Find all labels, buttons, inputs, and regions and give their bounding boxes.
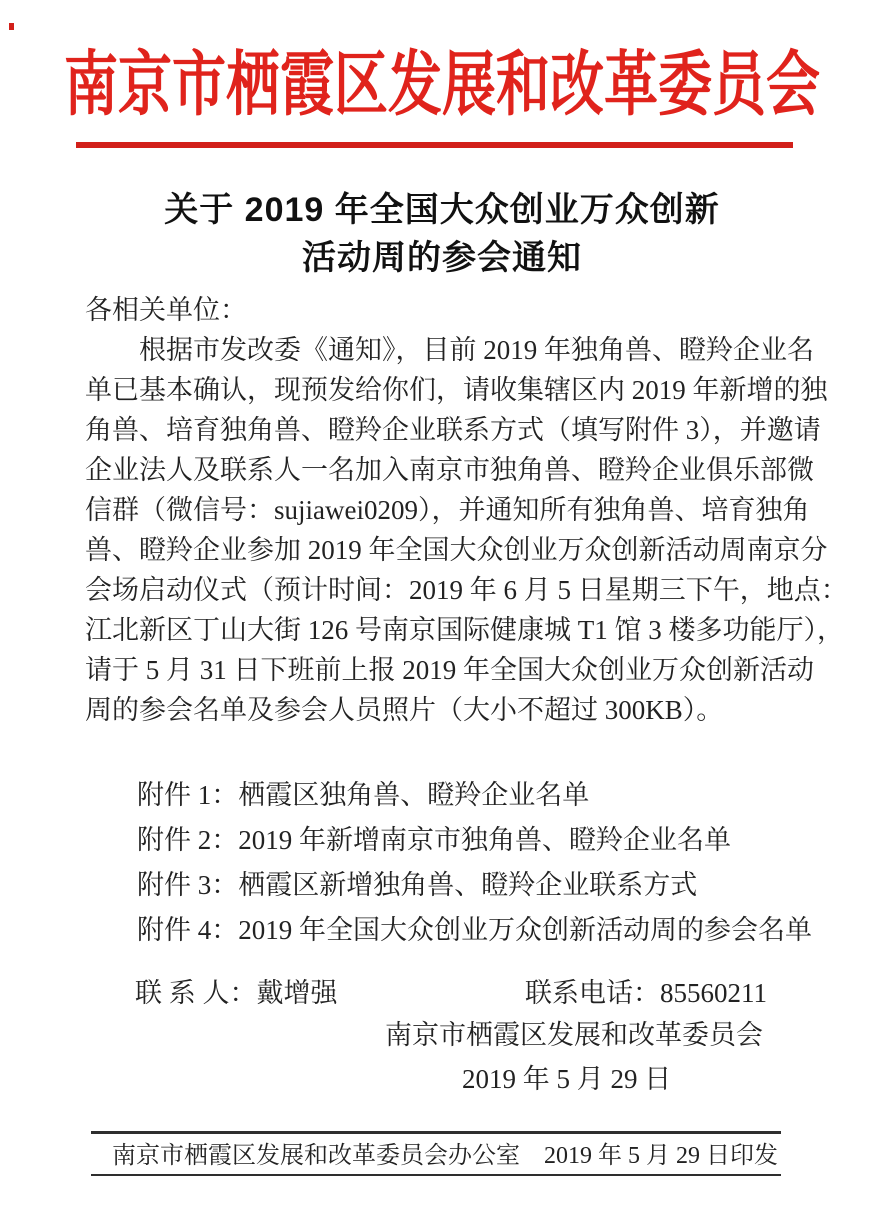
contact-row [0,971,884,1011]
contact-phone: 联系电话：85560211 [525,978,767,1008]
letterhead-divider-rule [76,142,793,148]
attachment-item: 附件 1：栖霞区独角兽、瞪羚企业名单 [137,780,590,810]
body-text-line: 角兽、培育独角兽、瞪羚企业联系方式（填写附件 3），并邀请 [85,415,821,445]
signature-organization: 南京市栖霞区发展和改革委员会 [385,1020,763,1050]
attachment-item: 附件 2：2019 年新增南京市独角兽、瞪羚企业名单 [137,825,731,855]
body-text-line: 会场启动仪式（预计时间：2019 年 6 月 5 日星期三下午，地点： [85,575,848,605]
document-title [0,186,884,282]
body-text-line: 请于 5 月 31 日下班前上报 2019 年全国大众创业万众创新活动 [85,655,814,685]
footer-print-date: 2019 年 5 月 29 日印发 [544,1143,778,1169]
body-text-line: 兽、瞪羚企业参加 2019 年全国大众创业万众创新活动周南京分 [85,535,828,565]
body-text-line: 信群（微信号：sujiawei0209），并通知所有独角兽、培育独角 [85,495,810,525]
body-text-line: 周的参会名单及参会人员照片（大小不超过 300KB）。 [85,695,724,725]
body-paragraph [85,330,848,730]
body-text-line: 企业法人及联系人一名加入南京市独角兽、瞪羚企业俱乐部微 [85,455,814,485]
body-text-line: 单已基本确认，现预发给你们，请收集辖区内 2019 年新增的独 [85,375,828,405]
contact-person: 联 系 人：戴增强 [135,978,338,1008]
footer-issuing-office: 南京市栖霞区发展和改革委员会办公室 [112,1143,520,1169]
agency-letterhead: 南京市栖霞区发展和改革委员会 [64,46,820,125]
body-content [85,290,848,730]
body-text-line: 江北新区丁山大街 126 号南京国际健康城 T1 馆 3 楼多功能厅）， [85,615,844,645]
document-title-line2: 活动周的参会通知 [302,239,582,277]
footer-top-rule [91,1131,781,1134]
attachment-item: 附件 4：2019 年全国大众创业万众创新活动周的参会名单 [137,915,812,945]
signature-date: 2019 年 5 月 29 日 [462,1064,672,1094]
attachment-item: 附件 3：栖霞区新增独角兽、瞪羚企业联系方式 [137,870,698,900]
footer-bottom-rule [91,1174,781,1176]
body-text-line: 根据市发改委《通知》，目前 2019 年独角兽、瞪羚企业名 [85,335,814,365]
attachment-list [137,773,812,953]
document-title-line1: 关于 2019 年全国大众创业万众创新 [164,191,720,229]
salutation: 各相关单位： [85,295,247,325]
